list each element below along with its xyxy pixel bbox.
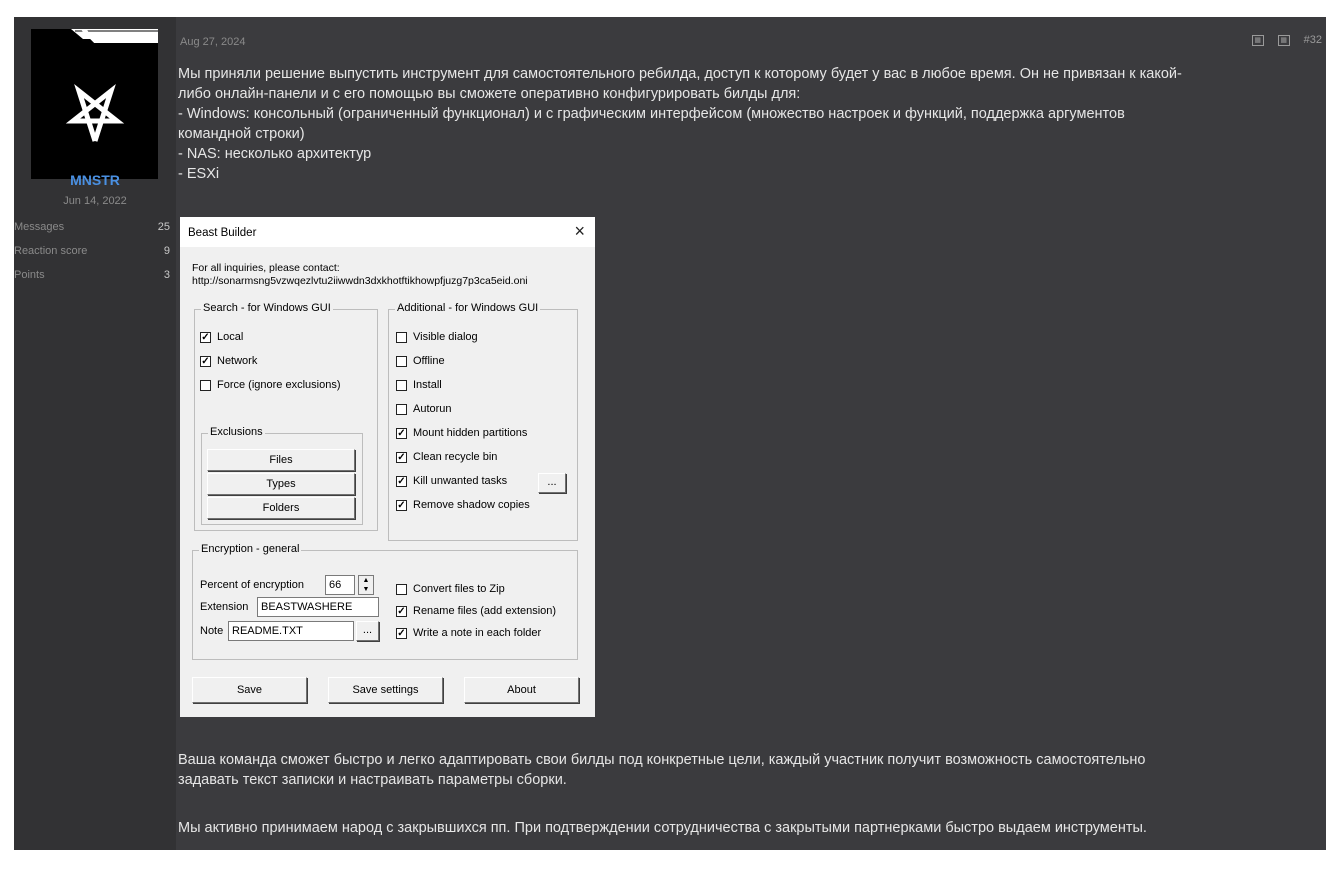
stat-label: Reaction score	[14, 245, 88, 257]
checkbox-box[interactable]: ✓	[201, 355, 210, 367]
folder-pentagram-icon	[31, 29, 158, 179]
save-settings-button[interactable]: Save settings	[328, 677, 443, 703]
checkbox-box[interactable]: ✓	[397, 627, 406, 639]
types-button[interactable]: Types	[207, 473, 355, 495]
about-button[interactable]: About	[464, 677, 579, 703]
checkbox-autorun[interactable]	[396, 403, 452, 415]
checkbox-box[interactable]	[396, 404, 407, 415]
stat-value: 25	[157, 221, 170, 233]
contact-url: http://sonarmsng5vzwqezlvtu2iiwwdn3dxkhotftikhowpfjuzg7p3ca5eid.oni	[192, 275, 528, 287]
checkbox-box[interactable]: ✓	[397, 451, 406, 463]
post-paragraph-3	[178, 818, 1318, 838]
checkbox-offline[interactable]	[396, 355, 445, 367]
post-date[interactable]: Aug 27, 2024	[180, 36, 246, 48]
post-text-line: командной строки)	[178, 126, 305, 142]
checkbox-write-note[interactable]	[396, 627, 541, 639]
folders-button[interactable]: Folders	[207, 497, 355, 519]
beast-builder-window	[180, 217, 595, 717]
stat-messages	[14, 221, 176, 237]
post-text-line: задавать текст записки и настраивать параметры сборки.	[178, 772, 567, 788]
checkbox-rename-files[interactable]	[396, 605, 556, 617]
window-titlebar	[180, 217, 595, 247]
post-paragraph-2	[178, 750, 1318, 790]
share-icon[interactable]: ▦	[1252, 35, 1264, 46]
checkbox-install[interactable]	[396, 379, 442, 391]
checkbox-label: Autorun	[413, 403, 452, 415]
note-browse-button[interactable]: ...	[356, 621, 379, 641]
group-label: Exclusions	[210, 426, 263, 438]
post-text-line: Ваша команда сможет быстро и легко адаптировать свои билды под конкретные цели, каждый участник получит возможность самостоятельно	[178, 752, 1146, 768]
stat-label: Messages	[14, 221, 65, 233]
checkbox-clean-recycle[interactable]	[396, 451, 497, 463]
post-text-line: - Windows: консольный (ограниченный функционал) и с графическим интерфейсом (множество настроек и функций, поддержка аргументов	[178, 106, 1125, 122]
checkbox-network[interactable]	[200, 355, 257, 367]
post-number[interactable]: #32	[1303, 34, 1322, 46]
checkbox-label: Remove shadow copies	[413, 499, 530, 511]
post-text-line: Мы приняли решение выпустить инструмент для самостоятельного ребилда, доступ к которому будет у вас в любое время. Он не привязан к какой-	[178, 66, 1182, 82]
bookmark-icon[interactable]: ▦	[1278, 35, 1290, 46]
checkbox-label: Offline	[413, 355, 445, 367]
stat-label: Points	[14, 269, 45, 281]
join-date: Jun 14, 2022	[63, 195, 127, 207]
checkbox-label: Kill unwanted tasks	[413, 475, 508, 487]
percent-label: Percent of encryption	[200, 579, 304, 591]
checkbox-shadow-copies[interactable]	[396, 499, 530, 511]
checkbox-box[interactable]: ✓	[397, 499, 406, 511]
note-input[interactable]: README.TXT	[228, 621, 354, 641]
checkbox-label: Visible dialog	[413, 331, 478, 343]
group-label: Additional - for Windows GUI	[397, 302, 539, 314]
contact-text: For all inquiries, please contact:	[192, 262, 340, 274]
percent-input[interactable]: 66	[325, 575, 355, 595]
extension-input[interactable]: BEASTWASHERE	[257, 597, 379, 617]
checkbox-box[interactable]: ✓	[201, 331, 210, 343]
checkbox-label: Network	[217, 355, 258, 367]
checkbox-box[interactable]: ✓	[397, 605, 406, 617]
checkbox-box[interactable]	[396, 356, 407, 367]
checkbox-box[interactable]: ✓	[397, 427, 406, 439]
checkbox-label: Write a note in each folder	[413, 627, 542, 639]
stat-reaction-score	[14, 245, 176, 261]
stat-points	[14, 269, 176, 285]
checkbox-label: Rename files (add extension)	[413, 605, 557, 617]
group-label: Encryption - general	[201, 543, 300, 555]
username[interactable]: MNSTR	[70, 172, 120, 188]
checkbox-box[interactable]	[396, 380, 407, 391]
window-title: Beast Builder	[188, 227, 257, 239]
checkbox-visible-dialog[interactable]	[396, 331, 478, 343]
note-label: Note	[200, 625, 224, 637]
post-text-line: - ESXi	[178, 166, 220, 182]
checkbox-label: Force (ignore exclusions)	[217, 379, 341, 391]
post-text-line: Мы активно принимаем народ с закрывшихся пп. При подтверждении сотрудничества с закрытыми партнерками быстро выдаем инструменты.	[178, 820, 1147, 836]
user-info-panel	[14, 17, 176, 850]
post-actions	[1252, 34, 1322, 46]
close-icon[interactable]: ×	[574, 221, 585, 241]
checkbox-box[interactable]: ✓	[397, 475, 406, 487]
checkbox-label: Convert files to Zip	[413, 583, 505, 595]
checkbox-box[interactable]	[396, 584, 407, 595]
checkbox-kill-tasks[interactable]	[396, 475, 507, 487]
avatar[interactable]	[31, 29, 158, 179]
checkbox-mount-hidden[interactable]	[396, 427, 527, 439]
forum-post	[14, 17, 1326, 850]
checkbox-box[interactable]	[396, 332, 407, 343]
post-content	[176, 17, 1326, 850]
post-text-line: либо онлайн-панели и с его помощью вы сможете оперативно конфигурировать билды для:	[178, 86, 801, 102]
percent-spinner-icon[interactable]: ▲ ▼	[358, 575, 374, 595]
stat-value: 3	[163, 269, 170, 281]
checkbox-label: Clean recycle bin	[413, 451, 498, 463]
group-label: Search - for Windows GUI	[203, 302, 331, 314]
save-button[interactable]: Save	[192, 677, 307, 703]
stat-value: 9	[163, 245, 170, 257]
tasks-options-button[interactable]: ...	[538, 473, 566, 493]
checkbox-label: Mount hidden partitions	[413, 427, 528, 439]
checkbox-label: Local	[217, 331, 244, 343]
checkbox-force[interactable]	[200, 379, 341, 391]
checkbox-local[interactable]	[200, 331, 243, 343]
checkbox-convert-zip[interactable]	[396, 583, 505, 595]
checkbox-label: Install	[413, 379, 442, 391]
post-text-line: - NAS: несколько архитектур	[178, 146, 372, 162]
checkbox-box[interactable]	[200, 380, 211, 391]
extension-label: Extension	[200, 601, 249, 613]
files-button[interactable]: Files	[207, 449, 355, 471]
post-intro	[178, 64, 1318, 184]
